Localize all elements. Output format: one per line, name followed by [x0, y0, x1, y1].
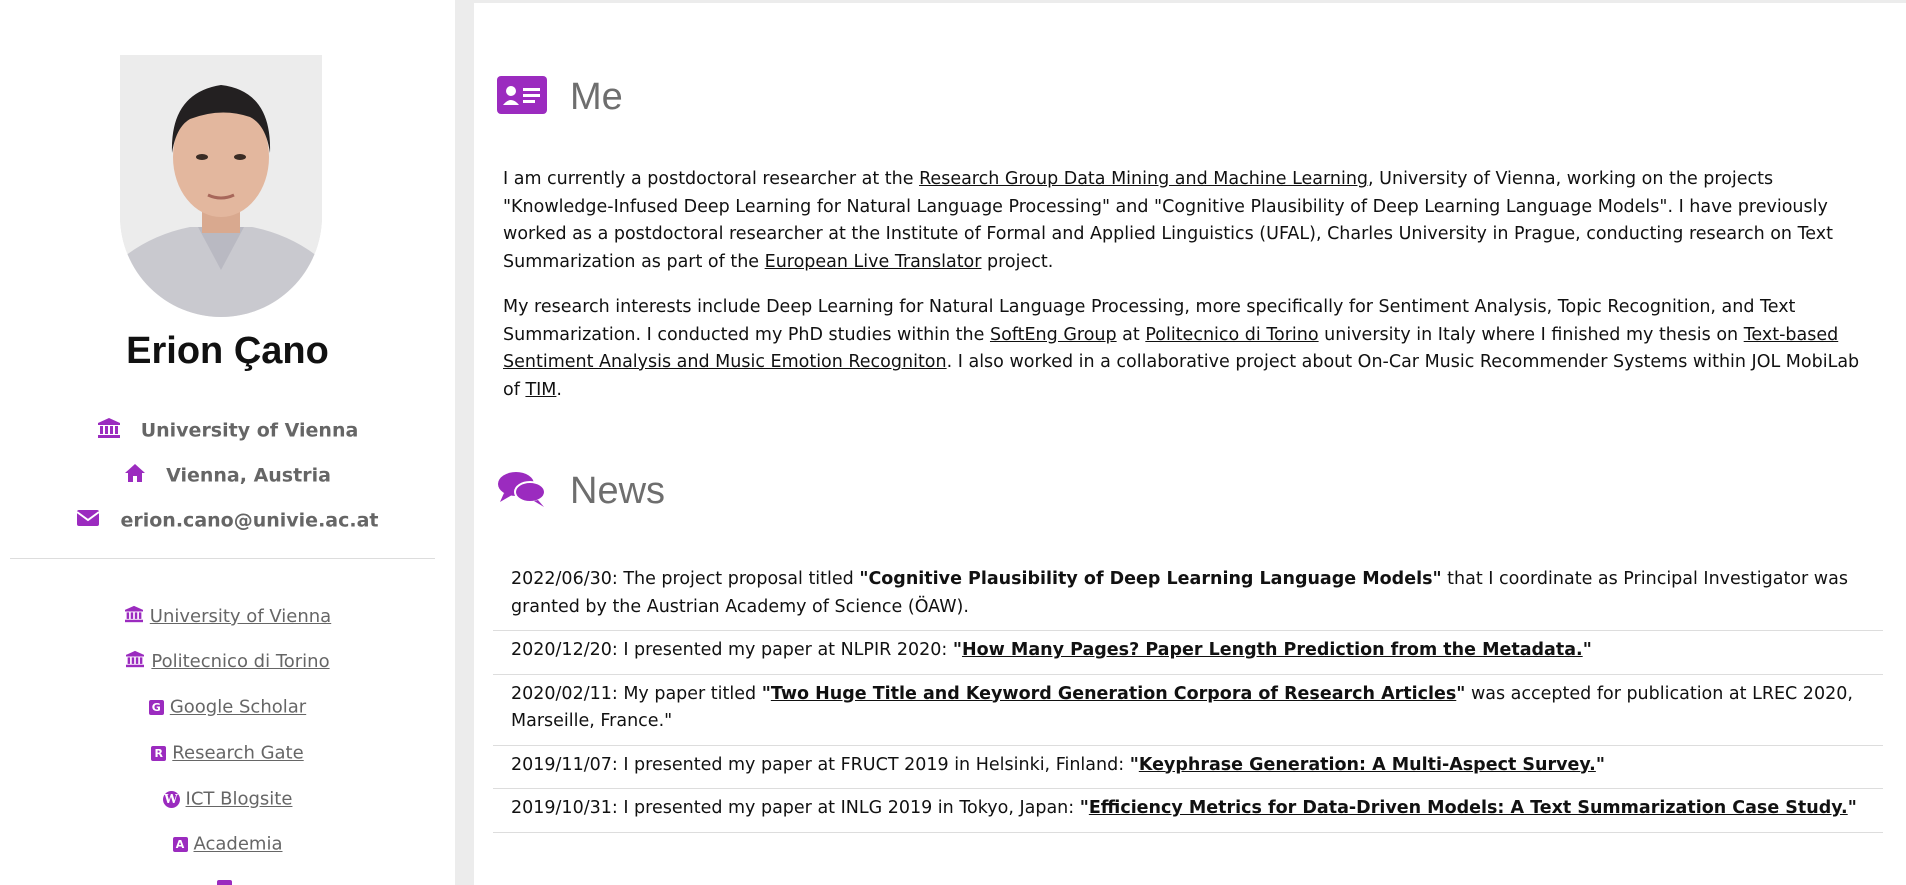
- link-ict-blogsite[interactable]: [0, 788, 455, 810]
- link-university-of-vienna[interactable]: [0, 605, 455, 628]
- location-row: [0, 463, 455, 488]
- institution-icon: [124, 605, 144, 628]
- me-paragraph-1: [503, 166, 1878, 276]
- text: at: [1116, 324, 1146, 345]
- link-european-live-translator[interactable]: European Live Translator: [764, 251, 982, 272]
- link-label[interactable]: University of Vienna: [149, 606, 332, 627]
- link-academia[interactable]: [0, 833, 455, 855]
- news-item: [493, 746, 1883, 790]
- quote-mark: ": [1847, 798, 1857, 818]
- wordpress-icon: W: [164, 791, 178, 806]
- academia-icon: A: [173, 837, 188, 852]
- link-label[interactable]: ICT Blogsite: [185, 788, 293, 810]
- id-card-icon: [496, 75, 548, 119]
- google-scholar-icon: G: [149, 700, 164, 715]
- link-partial: [0, 876, 455, 885]
- quote-mark: ": [1129, 754, 1139, 775]
- quote-mark: ": [761, 683, 771, 704]
- news-text: 2019/10/31: I presented my paper at INLG 2019 in Tokyo, Japan:: [511, 798, 1080, 818]
- news-list: [493, 560, 1883, 833]
- news-text: was accepted for publication at LREC 2020, Marseille, France.": [511, 683, 1853, 731]
- news-item: [493, 675, 1883, 746]
- text: I am currently a postdoctoral researcher at the: [503, 169, 920, 189]
- text: project.: [981, 251, 1054, 272]
- link-label[interactable]: Academia: [193, 833, 283, 855]
- news-text: 2020/02/11: My paper titled: [511, 683, 762, 704]
- link-icon: [217, 880, 232, 885]
- profile-photo: [120, 55, 322, 317]
- quote-mark: ": [1456, 683, 1466, 704]
- news-paper-link[interactable]: Keyphrase Generation: A Multi-Aspect Survey.: [1138, 754, 1596, 775]
- link-label[interactable]: Politecnico di Torino: [151, 651, 330, 672]
- institution-icon: [125, 650, 145, 673]
- text: . I also worked in a collaborative project about On-Car Music Recommender Systems within JOL MobiLab of: [503, 352, 1860, 400]
- sidebar: [0, 0, 455, 885]
- link-label[interactable]: Google Scholar: [169, 696, 307, 718]
- institution-icon: [97, 417, 121, 444]
- news-text: 2019/11/07: I presented my paper at FRUCT 2019 in Helsinki, Finland:: [511, 754, 1130, 775]
- email-row: [0, 509, 455, 532]
- link-politecnico-di-torino[interactable]: [0, 650, 455, 673]
- link-dm-ml-group[interactable]: Research Group Data Mining and Machine Learning: [919, 169, 1369, 189]
- me-section-header: [496, 75, 623, 119]
- me-title: Me: [570, 75, 623, 118]
- researchgate-icon: R: [151, 746, 166, 761]
- news-text: that I coordinate as Principal Investigator was granted by the Austrian Academy of Science (ÖAW).: [511, 569, 1848, 617]
- envelope-icon: [76, 509, 100, 532]
- affiliation-text: University of Vienna: [140, 419, 359, 442]
- quote-mark: ": [952, 640, 962, 660]
- quote-mark: ": [1582, 640, 1592, 660]
- quote-mark: ": [1595, 754, 1605, 775]
- news-paper-link[interactable]: How Many Pages? Paper Length Prediction from the Metadata.: [961, 640, 1583, 660]
- text: university in Italy where I finished my thesis on: [1318, 324, 1744, 345]
- main-content: [474, 3, 1906, 885]
- sidebar-divider: [10, 558, 435, 559]
- email-text[interactable]: erion.cano@univie.ac.at: [120, 509, 379, 532]
- text: .: [556, 379, 562, 400]
- news-paper-link[interactable]: Efficiency Metrics for Data-Driven Models: A Text Summarization Case Study.: [1088, 798, 1848, 818]
- profile-name: Erion Çano: [126, 330, 329, 372]
- news-title: News: [570, 469, 666, 512]
- link-politecnico[interactable]: Politecnico di Torino: [1145, 324, 1319, 345]
- news-paper-link[interactable]: Two Huge Title and Keyword Generation Corpora of Research Articles: [770, 683, 1457, 704]
- link-google-scholar[interactable]: [0, 696, 455, 718]
- link-thesis[interactable]: Text-based Sentiment Analysis and Music Emotion Recogniton: [503, 324, 1839, 372]
- news-highlight: "Cognitive Plausibility of Deep Learning Language Models": [859, 569, 1442, 589]
- link-research-gate[interactable]: [0, 742, 455, 764]
- news-item: [493, 560, 1883, 631]
- news-item: [493, 631, 1883, 675]
- news-section-header: [496, 469, 665, 513]
- text: My research interests include Deep Learning for Natural Language Processing, more specifically for Sentiment Analysis, Topic Recognition, and Text Summarization. I conducted my PhD studies within the: [503, 297, 1796, 345]
- home-icon: [124, 463, 146, 488]
- quote-mark: ": [1079, 798, 1089, 818]
- text: , University of Vienna, working on the projects "Knowledge-Infused Deep Learning for Natural Language Processing" and "Cognitive Plausibility of Deep Learning Language Models". I have previously worked as a postdoctoral researcher at the Institute of Formal and Applied Linguistics (UFAL), Charles University in Prague, conducting research on Text Summarization as part of the: [503, 169, 1833, 272]
- affiliation-row: [0, 417, 455, 444]
- news-item: [493, 789, 1883, 833]
- link-label[interactable]: Research Gate: [172, 742, 304, 764]
- me-paragraph-2: [503, 294, 1878, 404]
- news-text: 2020/12/20: I presented my paper at NLPIR 2020:: [511, 640, 953, 660]
- link-tim[interactable]: TIM: [525, 379, 557, 400]
- comments-icon: [496, 469, 548, 513]
- link-softeng-group[interactable]: SoftEng Group: [989, 324, 1117, 345]
- news-text: 2022/06/30: The project proposal titled: [511, 569, 860, 589]
- location-text: Vienna, Austria: [166, 464, 331, 487]
